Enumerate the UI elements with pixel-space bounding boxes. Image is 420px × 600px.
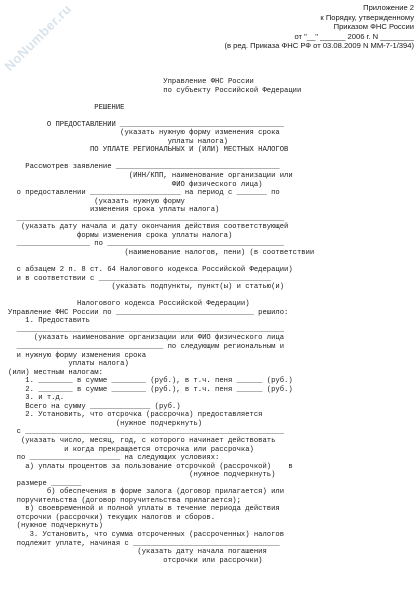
document-line: с ____________________________________________________________	[8, 428, 285, 437]
document-line: (указать дату начала погашения	[8, 548, 267, 557]
appendix-line: Приложение 2	[363, 3, 414, 12]
appendix-line: Приказом ФНС России	[333, 22, 414, 32]
document-line: (нужное подчеркнуть)	[8, 471, 276, 480]
document-line: Рассмотрев заявление ______________________________________	[8, 163, 280, 172]
document-line: (нужное подчеркнуть)	[8, 419, 203, 428]
document-line	[8, 292, 412, 301]
document-line: Управление ФНС России по ________________________________ решило:	[8, 308, 289, 317]
document-line: (указать нужную форму	[8, 197, 185, 206]
document-line: отсрочки или рассрочки)	[8, 556, 263, 565]
document-line: ФИО физического лица)	[8, 180, 263, 189]
document-line: а) уплаты процентов за пользование отсрочкой (рассрочкой) в	[8, 462, 293, 471]
document-line: __________________________________ по следующим региональным и	[8, 342, 285, 351]
document-line	[8, 95, 412, 104]
document-line: 2. Установить, что отсрочка (рассрочка) предоставляется	[8, 411, 263, 420]
document-line: 3. и т.д.	[8, 394, 65, 403]
document-line: РЕШЕНИЕ	[8, 103, 125, 112]
document-line: подлежит уплате, начиная с __________________________________	[8, 539, 280, 548]
document-line: 1. ________ в сумме ________ (руб.), в т.ч. пеня ______ (руб.)	[8, 377, 293, 386]
document-line	[8, 112, 412, 121]
document-line: по субъекту Российской Федерации	[8, 86, 302, 95]
document-line: ______________________________________________________________	[8, 325, 285, 334]
document-line: поручительства (договор поручительства прилагается);	[8, 496, 241, 505]
document-line: (указать наименование организации или ФИО физического лица	[8, 334, 285, 343]
appendix-line: (в ред. Приказа ФНС РФ от 03.08.2009 N ММ-7-1/394)	[224, 41, 414, 51]
document-line: О ПРЕДОСТАВЛЕНИИ ______________________________________	[8, 120, 285, 129]
document-line: размере _______	[8, 479, 82, 488]
appendix-header	[184, 3, 414, 51]
document-line: (нужное подчеркнуть)	[8, 522, 103, 531]
document-line: в) своевременной и полной уплаты в течение периода действия	[8, 505, 280, 514]
document-line: Всего на сумму ______________ (руб.)	[8, 402, 181, 411]
document-line: (ИНН/КПП, наименование организации или	[8, 172, 293, 181]
document-line	[8, 257, 412, 266]
document-line: (указать число, месяц, год, с которого начинает действовать	[8, 436, 276, 445]
document-line: и нужную форму изменения срока	[8, 351, 147, 360]
document-line	[8, 155, 412, 164]
document-line: уплаты налога)	[8, 137, 228, 146]
document-line: ПО УПЛАТЕ РЕГИОНАЛЬНЫХ И (ИЛИ) МЕСТНЫХ НАЛОГОВ	[8, 146, 289, 155]
document-line: уплаты налога)	[8, 360, 129, 369]
document-line: и когда прекращается отсрочка или рассрочка)	[8, 445, 254, 454]
document-line: (указать нужную форму изменения срока	[8, 129, 280, 138]
document-line: о предоставлении _____________________ на период с _______ по	[8, 189, 280, 198]
document-line: 1. Предоставить	[8, 317, 90, 326]
document-line: 2. ________ в сумме ________ (руб.), в т.ч. пеня ______ (руб.)	[8, 385, 293, 394]
appendix-line: от "__" ______ 2006 г. N ________	[294, 31, 414, 41]
document-line: 3. Установить, что сумма отсроченных (рассроченных) налогов	[8, 530, 285, 539]
watermark-logo: NoNumber.ru	[1, 1, 75, 74]
document-line: (или) местным налогам:	[8, 368, 103, 377]
document-line: (указать подпункты, пункт(ы) и статью(и)	[8, 283, 285, 292]
document-line: (наименование налогов, пени) (в соответствии	[8, 248, 315, 257]
document-line: отсрочки (рассрочки) текущих налогов и сборов.	[8, 513, 216, 522]
document-line: и в соответствии с ________________________________________	[8, 274, 272, 283]
document-line: (указать дату начала и дату окончания действия соответствующей	[8, 223, 289, 232]
document-line: с абзацем 2 п. 8 ст. 64 Налогового кодекса Российской Федерации)	[8, 266, 293, 275]
document-line: по _____________________ на следующих условиях:	[8, 454, 220, 463]
document-line: Управление ФНС России	[8, 78, 254, 86]
document-line: Налогового кодекса Российской Федерации)	[8, 300, 250, 309]
document-line: формы изменения срока уплаты налога)	[8, 231, 233, 240]
decision-form-body	[8, 78, 412, 565]
document-line: б) обеспечения в форме залога (договор прилагается) или	[8, 488, 285, 497]
document-line: изменения срока уплаты налога)	[8, 206, 220, 215]
appendix-line: к Порядку, утвержденному	[320, 12, 414, 22]
document-line: ______________________________________________________________	[8, 214, 285, 223]
document-line: _________________ по _________________________________________	[8, 240, 285, 249]
